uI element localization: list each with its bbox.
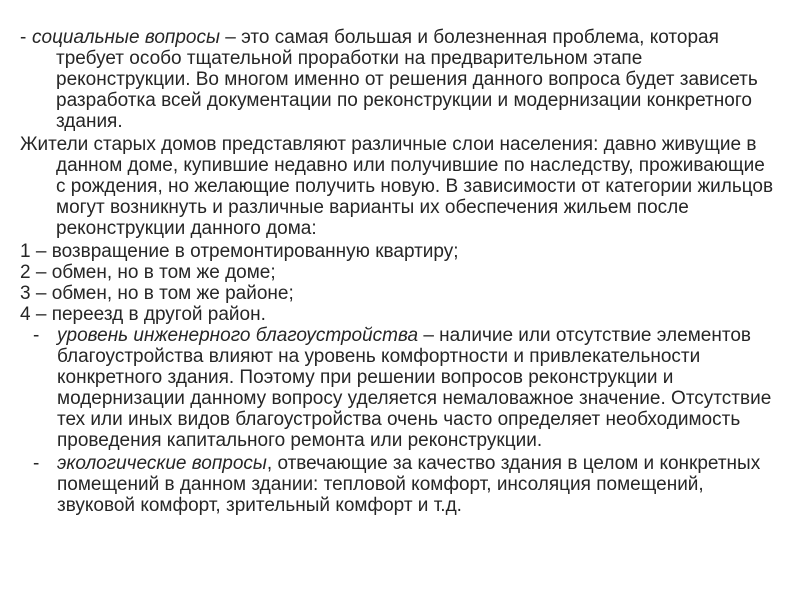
bullet-dash: - (20, 27, 27, 48)
paragraph-text: , отвечающие за качество здания в целом и конкретных помещений в данном здании: тепловой комфорт, инсоляция помещений, звуковой комфорт, зрительный комфорт и т.д. (57, 453, 761, 516)
bullet-dash: - (33, 325, 40, 346)
list-item-option-1: 1 – возвращение в отремонтированную квартиру; (20, 241, 459, 262)
paragraph-ecology (0, 453, 778, 516)
paragraph-engineering (0, 325, 778, 451)
paragraph-text: Жители старых домов представляют различные слои населения: давно живущие в данном доме, купившие недавно или получившие по наследству, проживающие с рождения, но желающие получить новую. В зависимости от категории жильцов могут возникнуть и различные варианты их обеспечения жильем после реконструкции данного дома: (20, 134, 774, 239)
relocation-options-list (0, 241, 778, 325)
italic-lead-ecology: экологические вопросы (57, 453, 267, 474)
italic-lead-engineering: уровень инженерного благоустройства (57, 325, 419, 346)
paragraph-text: – это самая большая и болезненная проблема, которая требует особо тщательной проработки на предварительном этапе реконструкции. Во многом именно от решения данного вопроса будет зависеть разработка всей документации по реконструкции и модернизации конкретного здания. (56, 27, 758, 132)
paragraph-residents (0, 134, 778, 239)
paragraph-social-issues (0, 27, 778, 132)
italic-lead-social: социальные вопросы (32, 27, 220, 48)
bullet-dash: - (33, 453, 40, 474)
paragraph-text: – наличие или отсутствие элементов благоустройства влияют на уровень комфортности и привлекательности конкретного здания. Поэтому при решении вопросов реконструкции и модернизации данному вопросу уделяется немаловажное значение. Отсутствие тех или иных видов благоустройства очень часто определяет необходимость проведения капитального ремонта или реконструкции. (57, 325, 772, 451)
list-item-option-2: 2 – обмен, но в том же доме; (20, 262, 276, 283)
list-item-option-3: 3 – обмен, но в том же районе; (20, 283, 294, 304)
list-item-option-4: 4 – переезд в другой район. (20, 304, 266, 325)
